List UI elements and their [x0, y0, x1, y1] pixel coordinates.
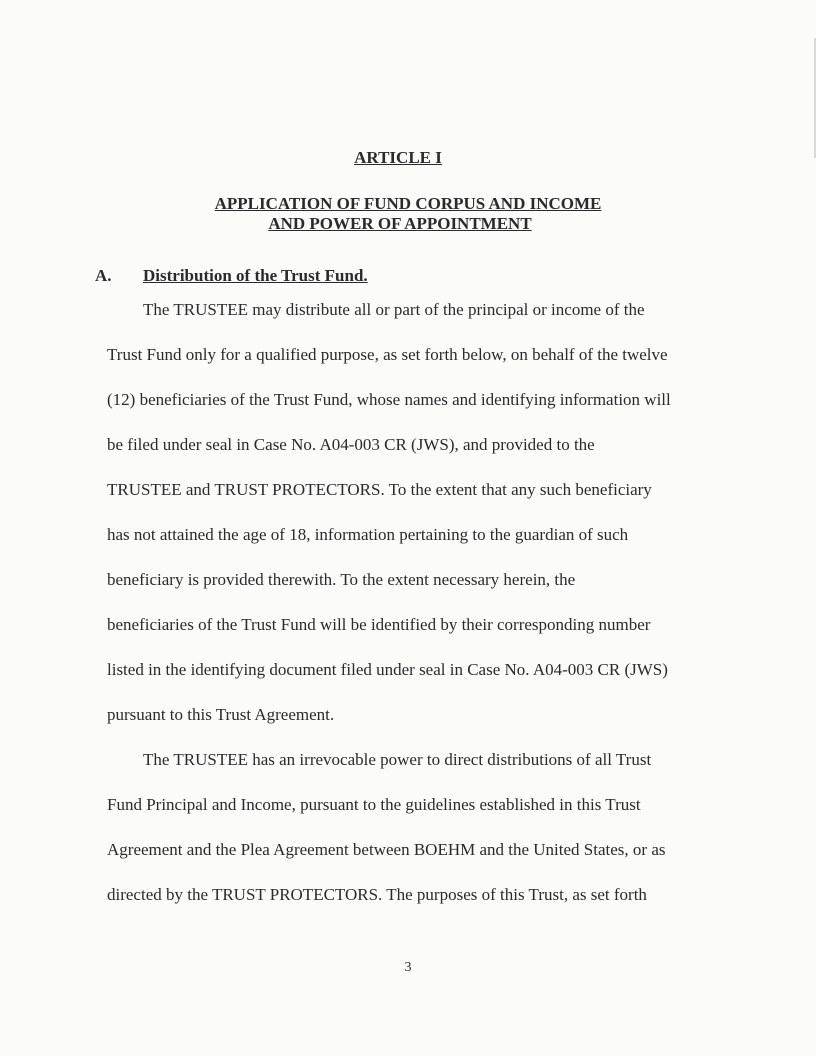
body-line: listed in the identifying document filed under seal in Case No. A04-003 CR (JWS) — [107, 660, 668, 679]
article-title: ARTICLE I — [354, 148, 442, 167]
section-title: Distribution of the Trust Fund. — [143, 266, 368, 285]
page-number: 3 — [404, 960, 412, 975]
article-heading-line-1: APPLICATION OF FUND CORPUS AND INCOME — [214, 194, 602, 213]
body-line: The TRUSTEE has an irrevocable power to direct distributions of all Trust — [143, 750, 652, 769]
body-line: beneficiary is provided therewith. To the extent necessary herein, the — [107, 570, 576, 589]
body-line: TRUSTEE and TRUST PROTECTORS. To the extent that any such beneficiary — [107, 480, 652, 499]
body-line: directed by the TRUST PROTECTORS. The purposes of this Trust, as set forth — [107, 885, 647, 904]
article-heading-line-2: AND POWER OF APPOINTMENT — [268, 214, 532, 233]
body-line: Trust Fund only for a qualified purpose, as set forth below, on behalf of the twelve — [107, 345, 668, 364]
body-line: has not attained the age of 18, information pertaining to the guardian of such — [107, 525, 629, 544]
body-line: beneficiaries of the Trust Fund will be identified by their corresponding number — [107, 615, 651, 634]
body-line: (12) beneficiaries of the Trust Fund, whose names and identifying information will — [107, 390, 671, 409]
section-heading — [95, 266, 368, 286]
body-line: Agreement and the Plea Agreement between BOEHM and the United States, or as — [107, 840, 666, 859]
section-number: A. — [95, 266, 112, 285]
body-line: be filed under seal in Case No. A04-003 CR (JWS), and provided to the — [107, 435, 595, 454]
body-line: pursuant to this Trust Agreement. — [107, 705, 335, 724]
body-line: The TRUSTEE may distribute all or part of the principal or income of the — [143, 300, 645, 319]
body-line: Fund Principal and Income, pursuant to the guidelines established in this Trust — [107, 795, 641, 814]
